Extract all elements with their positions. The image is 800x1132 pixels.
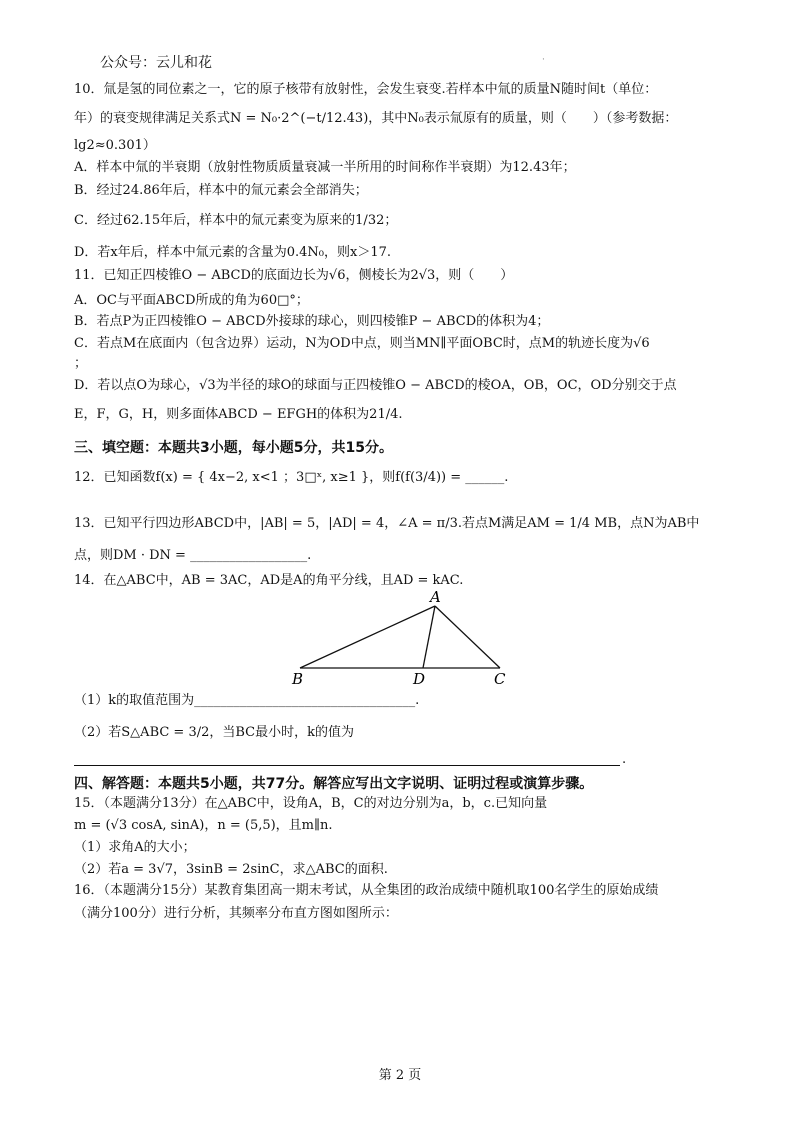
q11-stem: 11．已知正四棱锥O − ABCD的底面边长为√6，侧棱长为2√3，则（ ） (74, 268, 514, 283)
q10-option-d: D．若x年后，样本中氚元素的含量为0.4N₀，则x＞17. (74, 245, 392, 260)
side-ab (300, 606, 435, 668)
label-d: D (413, 670, 426, 688)
q15-part1: （1）求角A的大小； (74, 840, 196, 855)
q15-line1: 15．（本题满分13分）在△ABC中，设角A，B，C的对边分别为a，b，c.已知向量 (74, 796, 548, 811)
q10-option-a: A．样本中氚的半衰期（放射性物质质量衰减一半所用的时间称作半衰期）为12.43年； (74, 160, 576, 175)
q15-part2: （2）若a = 3√7，3sinB = 2sinC，求△ABC的面积. (74, 862, 388, 877)
q16-line2: （满分100分）进行分析，其频率分布直方图如图所示： (74, 906, 398, 921)
q13-line1: 13．已知平行四边形ABCD中，|AB| = 5，|AD| = 4，∠A = π/3.若点M满足AM = 1/4 MB，点N为AB中 (74, 516, 700, 531)
bisector-ad (423, 606, 435, 668)
q16-line1: 16．（本题满分15分）某教育集团高一期末考试，从全集团的政治成绩中随机取100名学生的原始成绩 (74, 883, 659, 898)
label-c: C (494, 670, 506, 688)
q14-part1: （1）k的取值范围为__________________________________. (74, 693, 420, 708)
q13-line2: 点，则DM · DN = __________________. (74, 548, 312, 563)
q10-line1: 10．氚是氢的同位素之一，它的原子核带有放射性，会发生衰变.若样本中氚的质量N随时间t（单位： (74, 82, 658, 97)
label-a: A (430, 588, 441, 606)
side-ac (435, 606, 500, 668)
q11-option-a: A．OC与平面ABCD所成的角为60□°； (74, 293, 309, 308)
q11-option-c: C．若点M在底面内（包含边界）运动，N为OD中点，则当MN∥平面OBC时，点M的轨迹长度为√6 (74, 336, 650, 351)
q14-part2-period: . (622, 752, 627, 767)
section-3-heading: 三、填空题：本题共3小题，每小题5分，共15分。 (74, 440, 393, 456)
section-4-heading: 四、解答题：本题共5小题，共77分。解答应写出文字说明、证明过程或演算步骤。 (74, 776, 594, 792)
header-dot: · (542, 55, 545, 65)
q11-option-b: B．若点P为正四棱锥O − ABCD外接球的球心，则四棱锥P − ABCD的体积为4； (74, 314, 550, 329)
q10-line2: 年）的衰变规律满足关系式N = N₀·2^(−t/12.43)，其中N₀表示氚原有的质量，则（ ）（参考数据： (74, 111, 678, 126)
q10-option-b: B．经过24.86年后，样本中的氚元素会全部消失； (74, 183, 368, 198)
q12: 12．已知函数f(x) = { 4x−2, x<1 ；3□ˣ, x≥1 }，则f(f(3/4)) = ______. (74, 470, 509, 485)
q11-option-c-cont: ； (74, 356, 88, 371)
page-number: 第 2 页 (378, 1068, 422, 1083)
q11-option-d: D．若以点O为球心，√3为半径的球O的球面与正四棱锥O − ABCD的棱OA，OB，OC，OD分别交于点 (74, 378, 677, 393)
q10-option-c: C．经过62.15年后，样本中的氚元素变为原来的1/32； (74, 213, 398, 228)
label-b: B (292, 670, 304, 688)
q14-part2: （2）若S△ABC = 3/2，当BC最小时，k的值为 (74, 725, 355, 740)
q14-stem: 14．在△ABC中，AB = 3AC，AD是A的角平分线，且AD = kAC. (74, 573, 464, 588)
watermark: 公众号：云儿和花 (100, 55, 212, 71)
q11-option-d-cont: E，F，G，H，则多面体ABCD − EFGH的体积为21/4. (74, 407, 403, 422)
q14-part2-blank (74, 765, 620, 766)
triangle-figure (280, 588, 530, 688)
q10-line3: lg2≈0.301） (74, 138, 156, 153)
q15-line2: m = (√3 cosA, sinA)，n = (5,5)，且m∥n. (74, 818, 333, 833)
